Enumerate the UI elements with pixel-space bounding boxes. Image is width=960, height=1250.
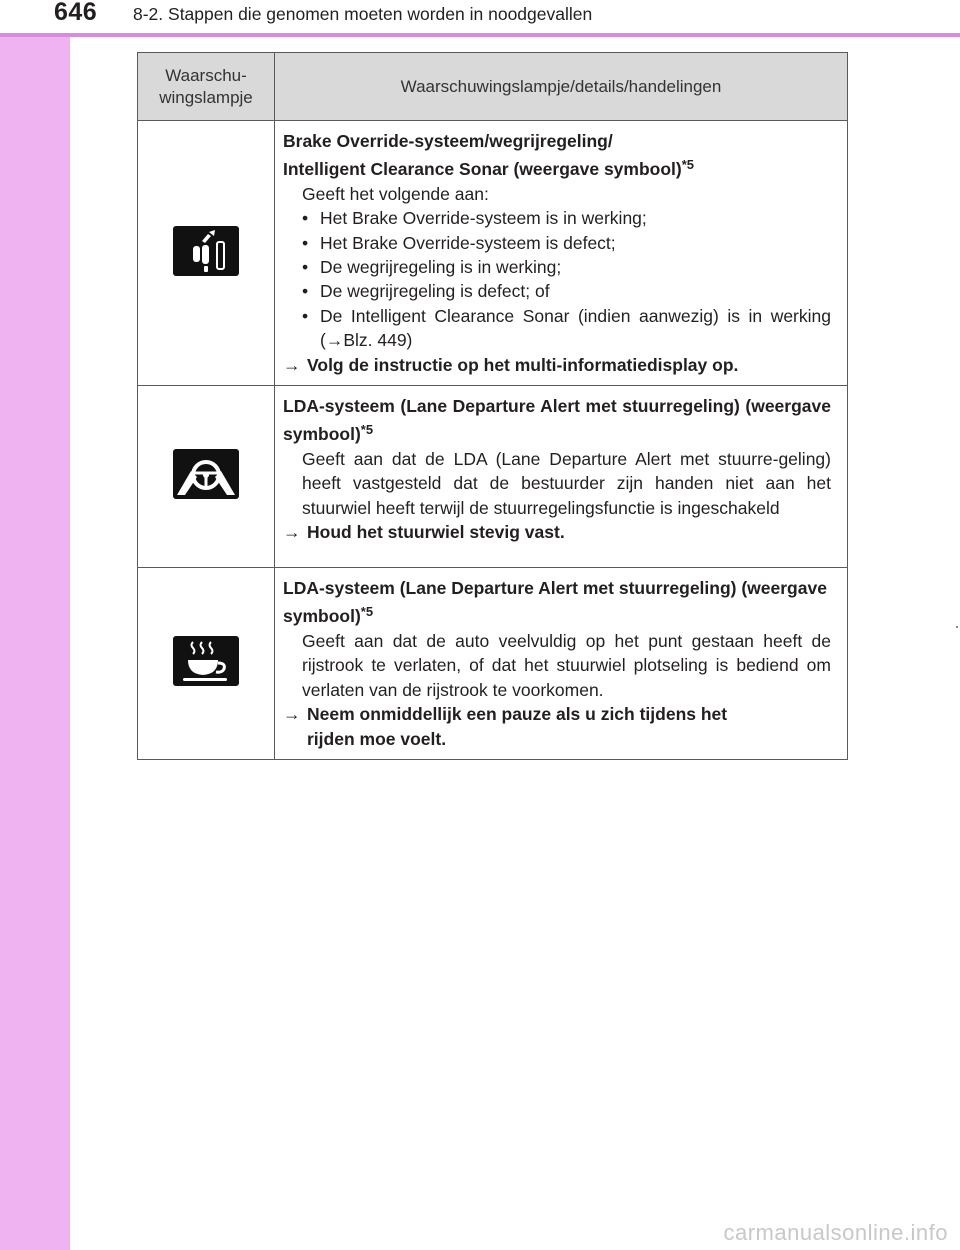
- table-header-row: [138, 53, 848, 121]
- arrow-icon: →: [283, 704, 301, 725]
- lamp-action: [283, 353, 831, 377]
- lamp-title-text: LDA-systeem (Lane Departure Alert met stuurregeling) (weergave symbool): [283, 578, 827, 627]
- page-number: 646: [54, 0, 98, 26]
- icon-cell: [138, 568, 275, 760]
- hands-on-wheel-icon: [173, 449, 239, 499]
- icon-cell: [138, 121, 275, 386]
- table-row: [138, 386, 848, 568]
- lamp-action: [283, 702, 831, 751]
- lamp-title-text: LDA-systeem (Lane Departure Alert met stuurregeling) (weergave symbool): [283, 396, 831, 445]
- details-cell: [275, 121, 848, 386]
- column-header-lamp: Waarschu- wingslampje: [138, 53, 275, 121]
- details-cell: [275, 568, 848, 760]
- arrow-icon: →: [283, 354, 301, 375]
- table-row: [138, 568, 848, 760]
- list-item: • Het Brake Override-systeem is defect;: [302, 231, 831, 255]
- lamp-title-line: Intelligent Clearance Sonar (weergave symbool): [283, 159, 682, 180]
- list-item: • De wegrijregeling is defect; of: [302, 279, 831, 303]
- lamp-title: [283, 576, 831, 629]
- lamp-title: [283, 394, 831, 447]
- lamp-description: Geeft aan dat de auto veelvuldig op het punt gestaan heeft de rijstrook te verlaten, of dat het stuurwiel plotseling is bediend om verlaten van de rijstrook te voorkomen.: [302, 630, 831, 700]
- footnote-marker: *5: [360, 422, 374, 438]
- list-item: • De wegrijregeling is in werking;: [302, 255, 831, 279]
- lamp-bullet-list: [283, 206, 831, 352]
- watermark: carmanualsonline.info: [723, 1220, 948, 1245]
- lamp-title-line: Brake Override-systeem/wegrijregeling/: [283, 131, 613, 151]
- arrow-icon: →: [283, 522, 301, 543]
- column-header-details: Waarschuwingslampje/details/handelingen: [275, 53, 848, 121]
- section-title: 8-2. Stappen die genomen moeten worden in noodgevallen: [133, 4, 593, 24]
- list-item: • De Intelligent Clearance Sonar (indien aanwezig) is in werking (→Blz. 449): [302, 304, 831, 353]
- action-text: Volg de instructie op het multi-informatiedisplay op.: [307, 354, 739, 375]
- table-row: [138, 121, 848, 386]
- icon-cell: [138, 386, 275, 568]
- lamp-title: [283, 129, 831, 182]
- footnote-marker: *5: [360, 604, 374, 620]
- footnote-marker: *5: [681, 157, 695, 173]
- page-header: [0, 0, 960, 34]
- lamp-intro: Geeft het volgende aan:: [302, 183, 489, 204]
- warning-lamp-table: [137, 52, 848, 760]
- lamp-action: [283, 520, 831, 544]
- brake-override-icon: [173, 226, 239, 276]
- side-color-band: [0, 0, 70, 1250]
- action-text: Houd het stuurwiel stevig vast.: [307, 522, 565, 543]
- action-text: Neem onmiddellijk een pauze als u zich tijdens het rijden moe voelt.: [307, 704, 728, 749]
- coffee-cup-icon: [173, 636, 239, 686]
- lamp-description: Geeft aan dat de LDA (Lane Departure Alert met stuurre-geling) heeft vastgesteld dat de bestuurder zijn handen niet aan het stuurwiel heeft terwijl de stuurregelingsfunctie is ingeschakeld: [302, 448, 831, 518]
- list-item: • Het Brake Override-systeem is in werking;: [302, 206, 831, 230]
- header-divider: [0, 33, 960, 37]
- scan-mark: [956, 626, 958, 628]
- details-cell: [275, 386, 848, 568]
